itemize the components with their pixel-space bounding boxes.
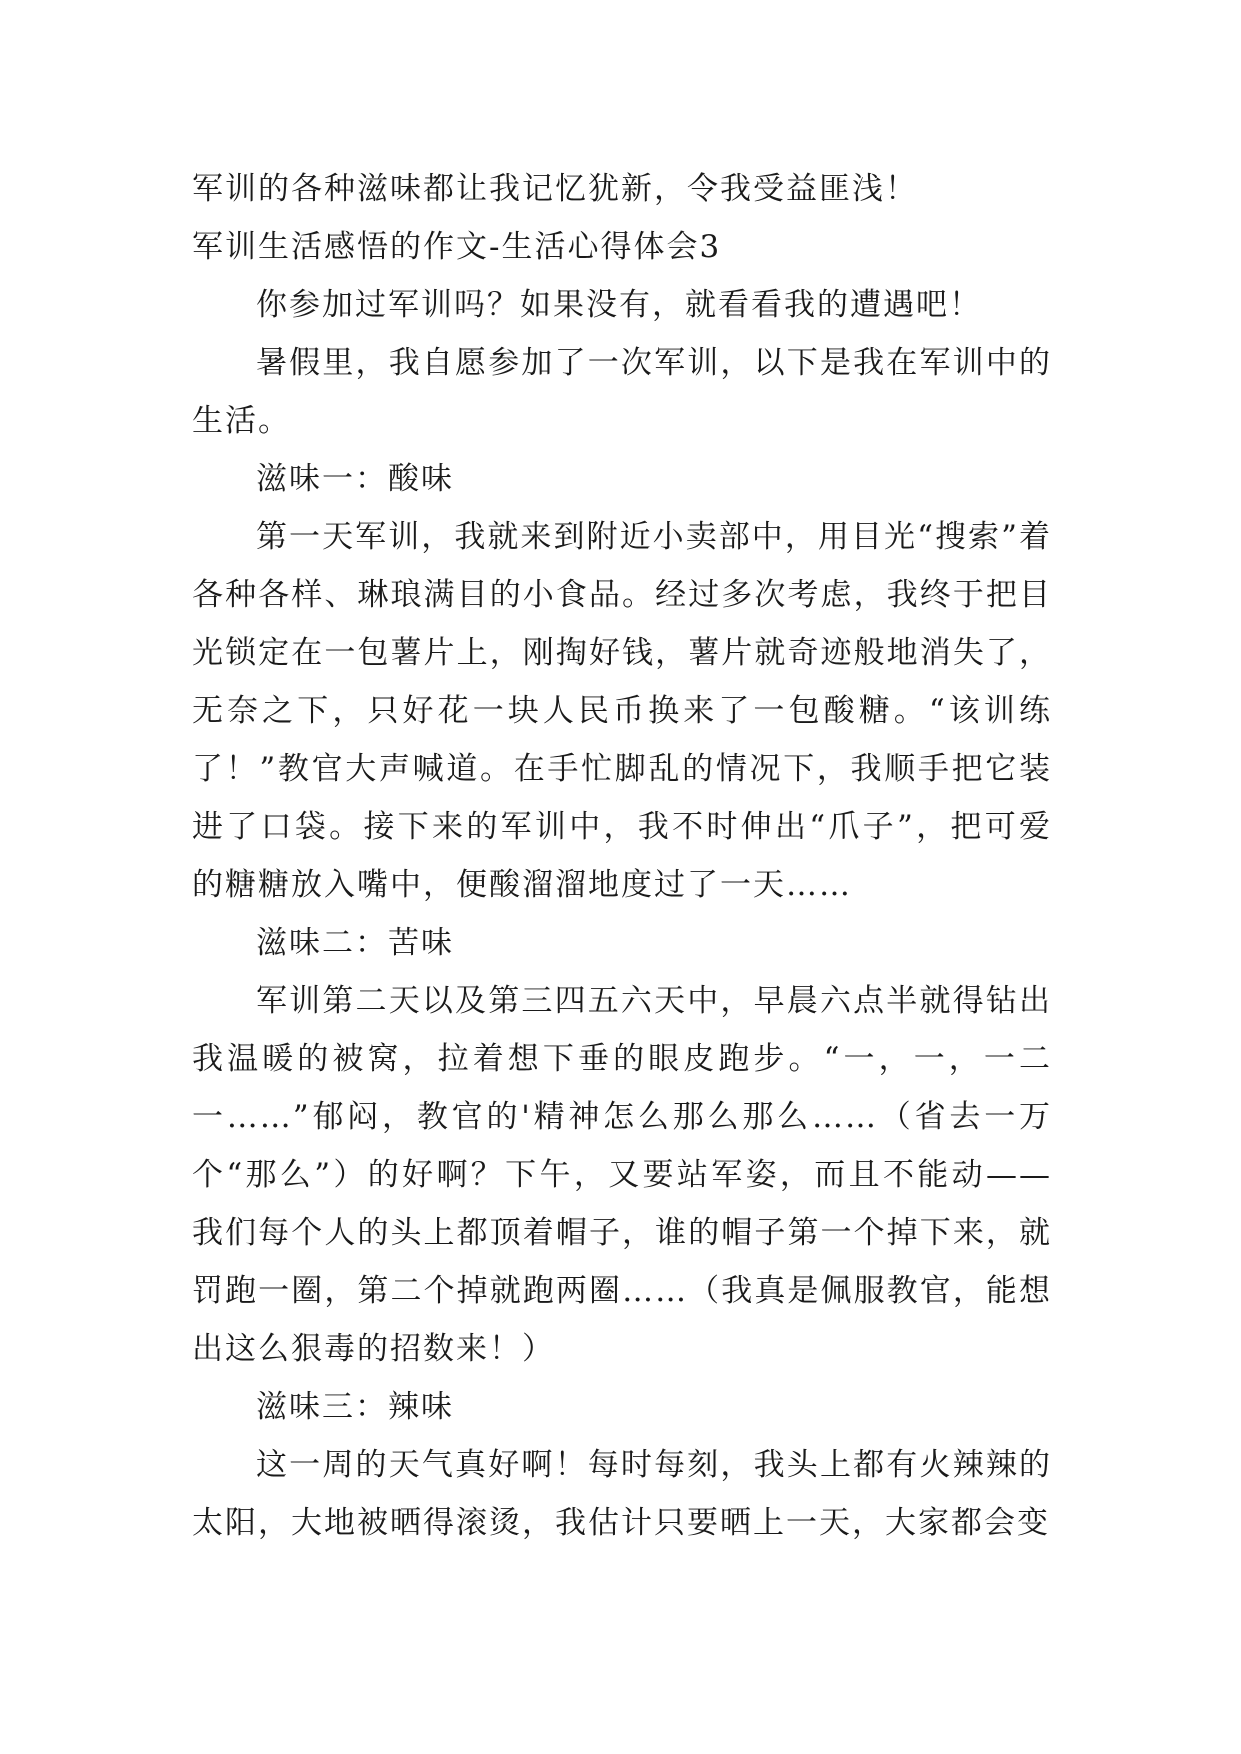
article-title: 军训生活感悟的作文-生活心得体会3 (192, 229, 722, 265)
paragraph-spicy: 这一周的天气真好啊！每时每刻，我头上都有火辣辣的太阳，大地被晒得滚烫，我估计只要晒上一天，大家都会变 (192, 1447, 1052, 1541)
paragraph-summer: 暑假里，我自愿参加了一次军训，以下是我在军训中的生活。 (192, 345, 1052, 439)
paragraph-intro: 你参加过军训吗？如果没有，就看看我的遭遇吧！ (256, 287, 982, 323)
heading-sour: 滋味一：酸味 (256, 461, 454, 497)
document-page (192, 160, 1052, 1552)
paragraph-sour: 第一天军训，我就来到附近小卖部中，用目光“搜索”着各种各样、琳琅满目的小食品。经过多次考虑，我终于把目光锁定在一包薯片上，刚掏好钱，薯片就奇迹般地消失了，无奈之下，只好花一块人民币换来了一包酸糖。“该训练了！”教官大声喊道。在手忙脚乱的情况下，我顺手把它装进了口袋。接下来的军训中，我不时伸出“爪子”，把可爱的糖糖放入嘴中，便酸溜溜地度过了一天…… (192, 519, 1052, 903)
heading-spicy: 滋味三：辣味 (256, 1389, 454, 1425)
heading-bitter: 滋味二：苦味 (256, 925, 454, 961)
closing-line: 军训的各种滋味都让我记忆犹新，令我受益匪浅！ (192, 171, 918, 207)
paragraph-bitter: 军训第二天以及第三四五六天中，早晨六点半就得钻出我温暖的被窝，拉着想下垂的眼皮跑步。“一，一，一二一……”郁闷，教官的'精神怎么那么那么……（省去一万个“那么”）的好啊？下午，又要站军姿，而且不能动——我们每个人的头上都顶着帽子，谁的帽子第一个掉下来，就罚跑一圈，第二个掉就跑两圈……（我真是佩服教官，能想出这么狠毒的招数来！） (192, 983, 1052, 1367)
